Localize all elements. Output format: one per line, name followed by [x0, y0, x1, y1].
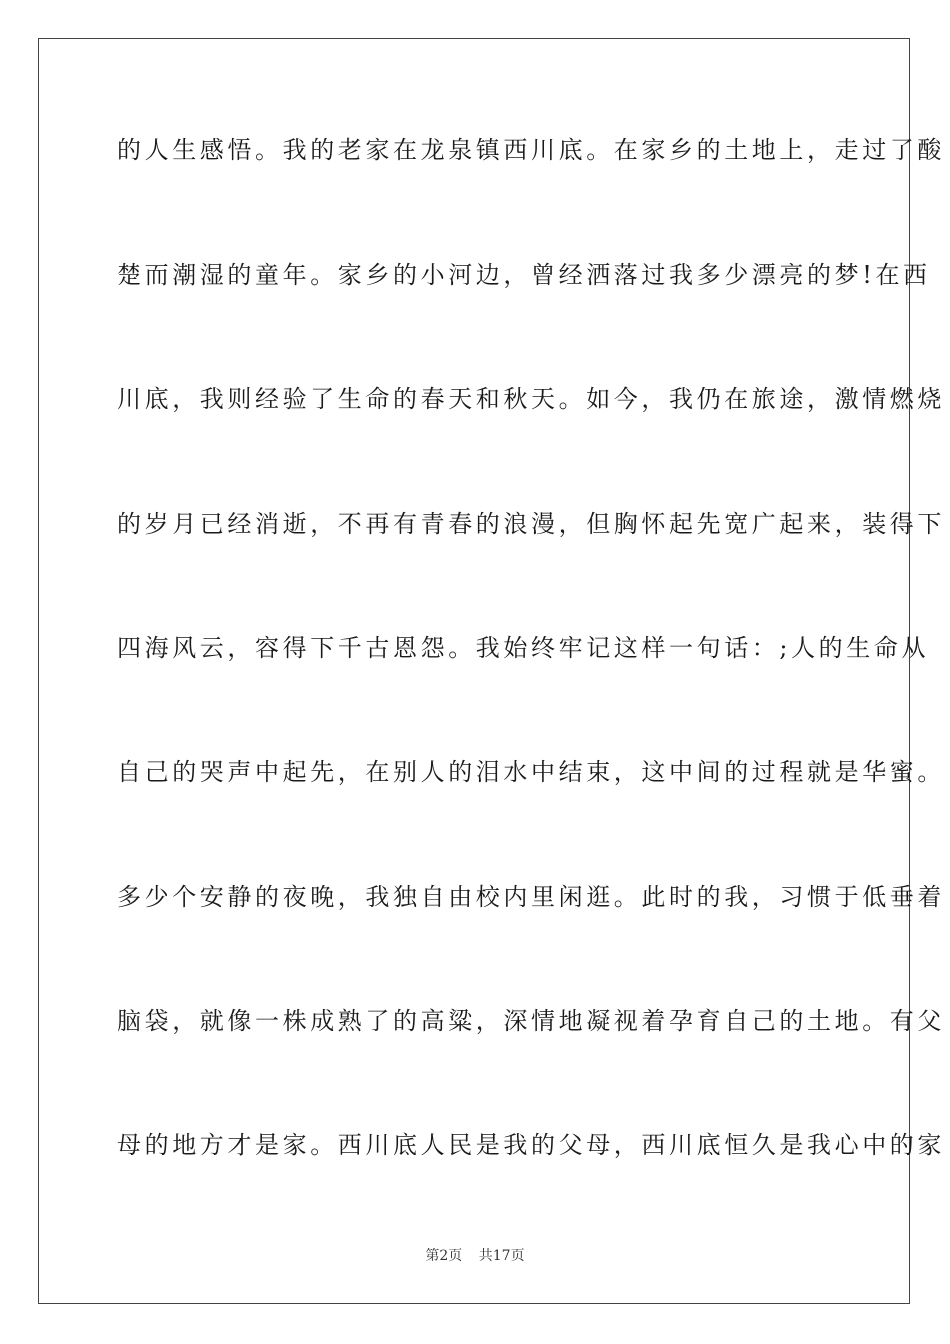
- body-text-line-2: 楚而潮湿的童年。家乡的小河边，曾经洒落过我多少漂亮的梦!在西: [117, 261, 931, 289]
- page-footer: [0, 1247, 950, 1265]
- body-text-line-3: 川底，我则经验了生命的春天和秋天。如今，我仍在旅途，激情燃烧: [117, 385, 945, 413]
- body-text-line-7: 多少个安静的夜晚，我独自由校内里闲逛。此时的我，习惯于低垂着: [117, 883, 945, 911]
- body-text-line-9: 母的地方才是家。西川底人民是我的父母，西川底恒久是我心中的家: [117, 1131, 945, 1159]
- page-border: [38, 38, 945, 1304]
- body-text-line-5: 四海风云，容得下千古恩怨。我始终牢记这样一句话：;人的生命从: [117, 634, 930, 662]
- page-number-current: 第2页: [425, 1248, 463, 1264]
- body-text-line-4: 的岁月已经消逝，不再有青春的浪漫，但胸怀起先宽广起来，装得下: [117, 510, 945, 538]
- body-text-line-1: 的人生感悟。我的老家在龙泉镇西川底。在家乡的土地上，走过了酸: [117, 136, 945, 164]
- page-number-total: 共17页: [478, 1248, 525, 1264]
- body-text-line-6: 自己的哭声中起先，在别人的泪水中结束，这中间的过程就是华蜜。: [117, 758, 945, 786]
- body-text-line-8: 脑袋，就像一株成熟了的高粱，深情地凝视着孕育自己的土地。有父: [117, 1007, 945, 1035]
